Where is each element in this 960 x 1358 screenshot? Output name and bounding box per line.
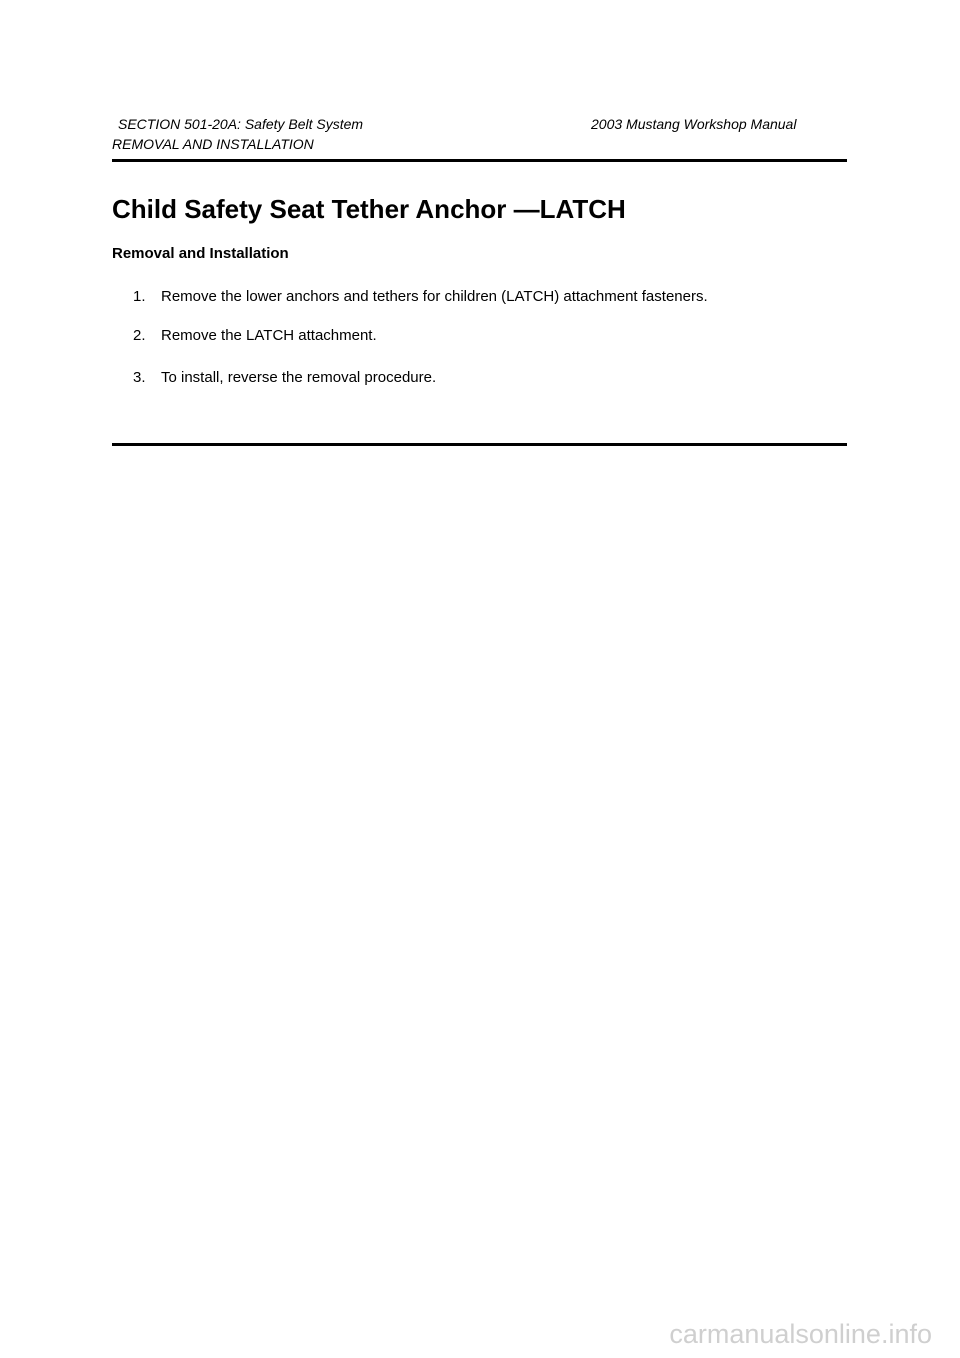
step-text: Remove the LATCH attachment. — [161, 327, 377, 344]
watermark: carmanualsonline.info — [669, 1319, 932, 1349]
procedure-step-2 — [133, 327, 377, 344]
header-section-label: SECTION 501-20A: Safety Belt System — [118, 116, 364, 132]
step-number: 2. — [133, 327, 146, 344]
content-divider — [112, 443, 847, 446]
section-heading: Removal and Installation — [112, 245, 289, 262]
header-manual-label: 2003 Mustang Workshop Manual — [591, 116, 797, 132]
header-divider — [112, 159, 847, 162]
step-number: 3. — [133, 369, 146, 386]
procedure-step-3 — [133, 369, 436, 386]
page-title: Child Safety Seat Tether Anchor —LATCH — [112, 194, 626, 224]
header-subsection-label: REMOVAL AND INSTALLATION — [112, 136, 314, 152]
procedure-step-1 — [133, 288, 708, 305]
step-number: 1. — [133, 288, 146, 305]
step-text: To install, reverse the removal procedure. — [161, 369, 437, 386]
step-text: Remove the lower anchors and tethers for children (LATCH) attachment fasteners. — [161, 288, 708, 305]
